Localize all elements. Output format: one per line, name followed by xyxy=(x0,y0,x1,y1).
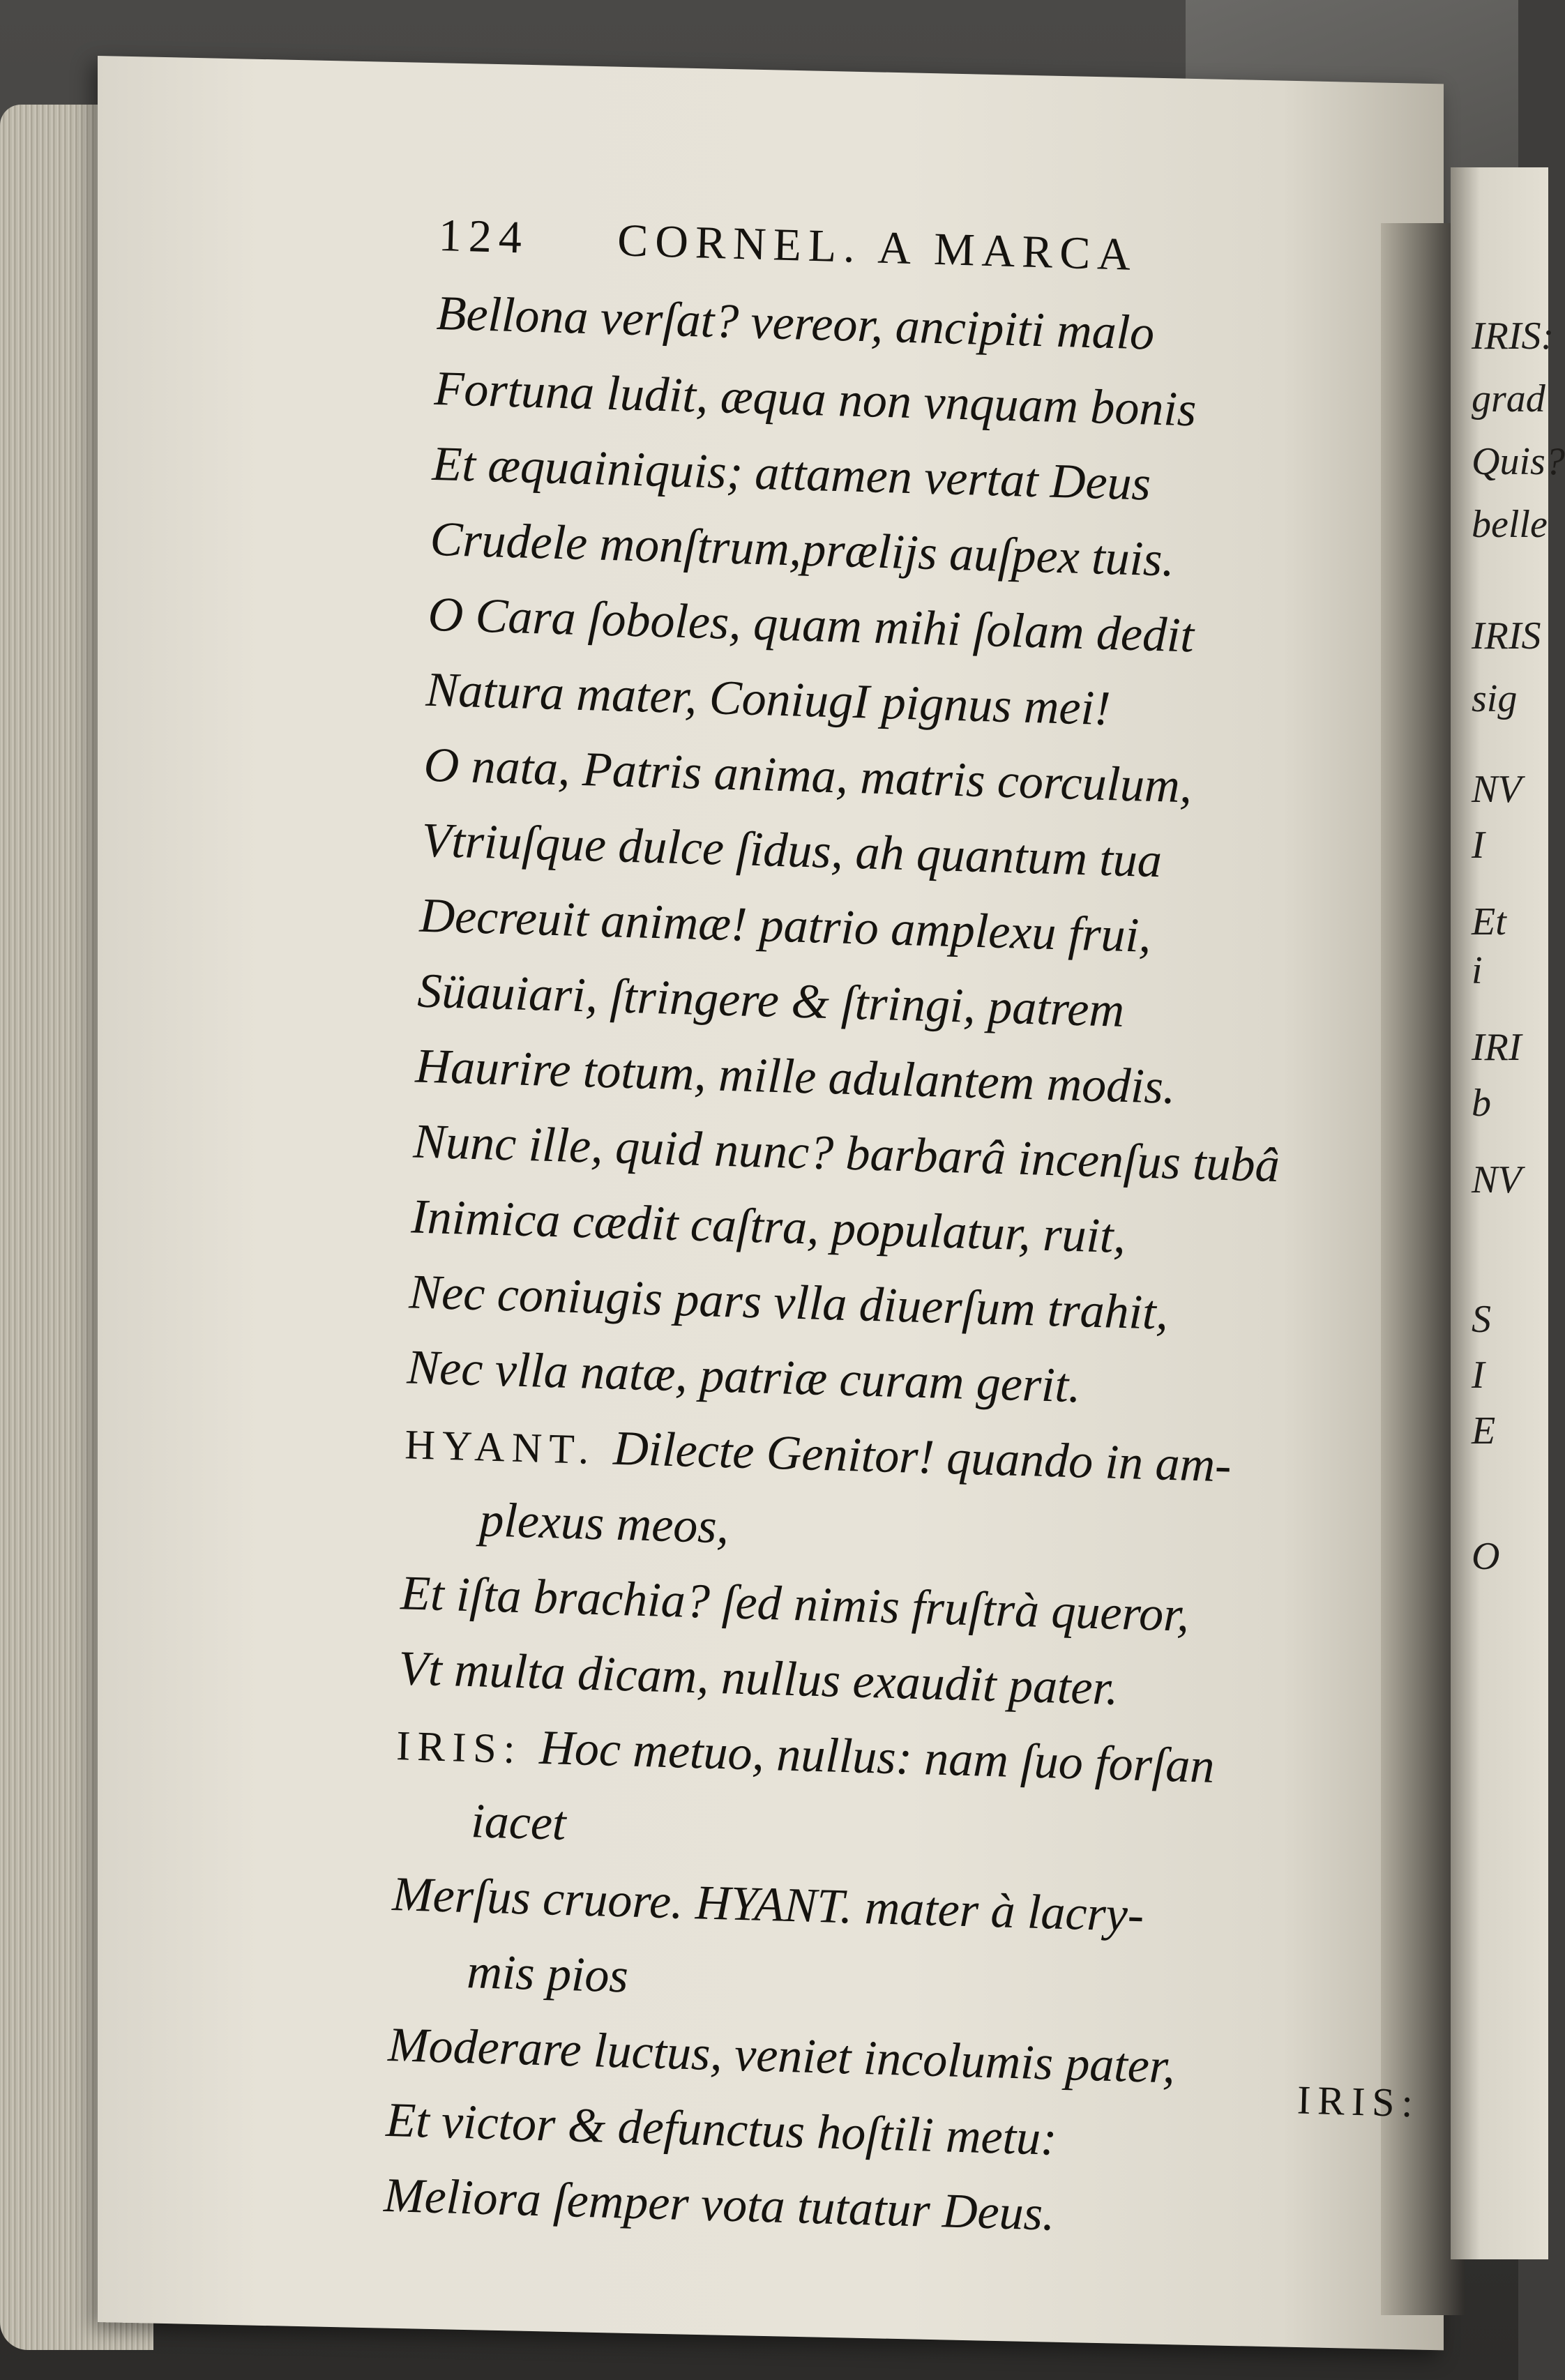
facing-page-fragment: I xyxy=(1472,1354,1485,1397)
facing-page-fragment: IRIS xyxy=(1472,614,1541,658)
verse-text: iacet xyxy=(470,1794,567,1851)
verse-text: Hoc metuo, nullus: nam ſuo forſan xyxy=(538,1720,1216,1794)
verse-text: Nunc ille, quid nunc? barbarâ incenſus tubâ xyxy=(412,1114,1280,1193)
verse-text: O Cara ſoboles, quam mihi ſolam dedit xyxy=(427,587,1195,663)
facing-page-fragment: Quis? xyxy=(1472,440,1565,483)
page-text xyxy=(383,209,1416,2271)
facing-page-fragment: NV xyxy=(1472,768,1522,811)
facing-page-fragment: E xyxy=(1472,1409,1496,1453)
verse-text: Vtriuſque dulce ſidus, ah quantum tua xyxy=(421,813,1163,888)
facing-page-fragment: sig xyxy=(1472,677,1518,720)
facing-page xyxy=(1451,167,1565,2259)
verse-text: plexus meos, xyxy=(478,1493,730,1554)
page-number: 124 xyxy=(437,209,529,264)
facing-page-fragment: NV xyxy=(1472,1158,1522,1202)
verse-text: mis pios xyxy=(466,1945,629,2003)
facing-page-fragment: O xyxy=(1472,1535,1500,1578)
facing-page-fragment: IRI xyxy=(1472,1026,1522,1069)
running-title: CORNEL. A MARCA xyxy=(617,215,1139,280)
verse-text: O nata, Patris anima, matris corculum, xyxy=(423,738,1193,814)
speaker-label: IRIS: xyxy=(395,1722,540,1773)
facing-page-fragment: grad xyxy=(1472,377,1545,420)
verse-text: Natura mater, ConiugI pignus mei! xyxy=(425,662,1112,736)
verse-text: Et æquainiquis; attamen vertat Deus xyxy=(431,437,1151,511)
catchword: IRIS: xyxy=(1296,2077,1421,2126)
speaker-label: HYANT. xyxy=(404,1421,614,1473)
verse-text: Decreuit animæ! patrio amplexu frui, xyxy=(418,888,1152,963)
verse-lines xyxy=(383,286,1414,2271)
verse-text: Vt multa dicam, nullus exaudit pater. xyxy=(398,1642,1119,1715)
verse-text: Fortuna ludit, æqua non vnquam bonis xyxy=(433,361,1197,437)
facing-page-fragment: b xyxy=(1472,1082,1491,1125)
verse-text: Süauiari, ſtringere & ſtringi, patrem xyxy=(416,964,1126,1038)
verse-text: Haurire totum, mille adulantem modis. xyxy=(414,1039,1177,1114)
verse-text: Bellona verſat? vereor, ancipiti malo xyxy=(435,286,1156,361)
verse-text: Nec coniugis pars vlla diuerſum trahit, xyxy=(408,1265,1170,1340)
facing-page-fragment: S xyxy=(1472,1298,1491,1341)
verse-text: Et victor & defunctus hoſtili metu: xyxy=(385,2093,1058,2166)
verse-text: Et iſta brachia? ſed nimis fruſtrà queror, xyxy=(400,1566,1190,1642)
verse-text: Inimica cædit caſtra, populatur, ruit, xyxy=(410,1190,1127,1264)
facing-page-fragment: IRIS: xyxy=(1472,314,1555,358)
facing-page-fragment: i xyxy=(1472,949,1483,992)
verse-text: Nec vlla natæ, patriæ curam gerit. xyxy=(406,1340,1082,1413)
verse-text: Moderare luctus, veniet incolumis pater, xyxy=(387,2017,1176,2094)
verse-text: Merſus cruore. HYANT. mater à lacry- xyxy=(391,1867,1145,1943)
facing-page-fragment: I xyxy=(1472,824,1485,867)
facing-page-fragment: belle xyxy=(1472,503,1548,546)
verse-text: Dilecte Genitor! quando in am- xyxy=(612,1421,1232,1493)
verse-text: Meliora ſemper vota tutatur Deus. xyxy=(383,2168,1056,2241)
facing-page-fragment: Et xyxy=(1472,900,1506,943)
verse-text: Crudele monſtrum,prælijs auſpex tuis. xyxy=(429,512,1175,587)
